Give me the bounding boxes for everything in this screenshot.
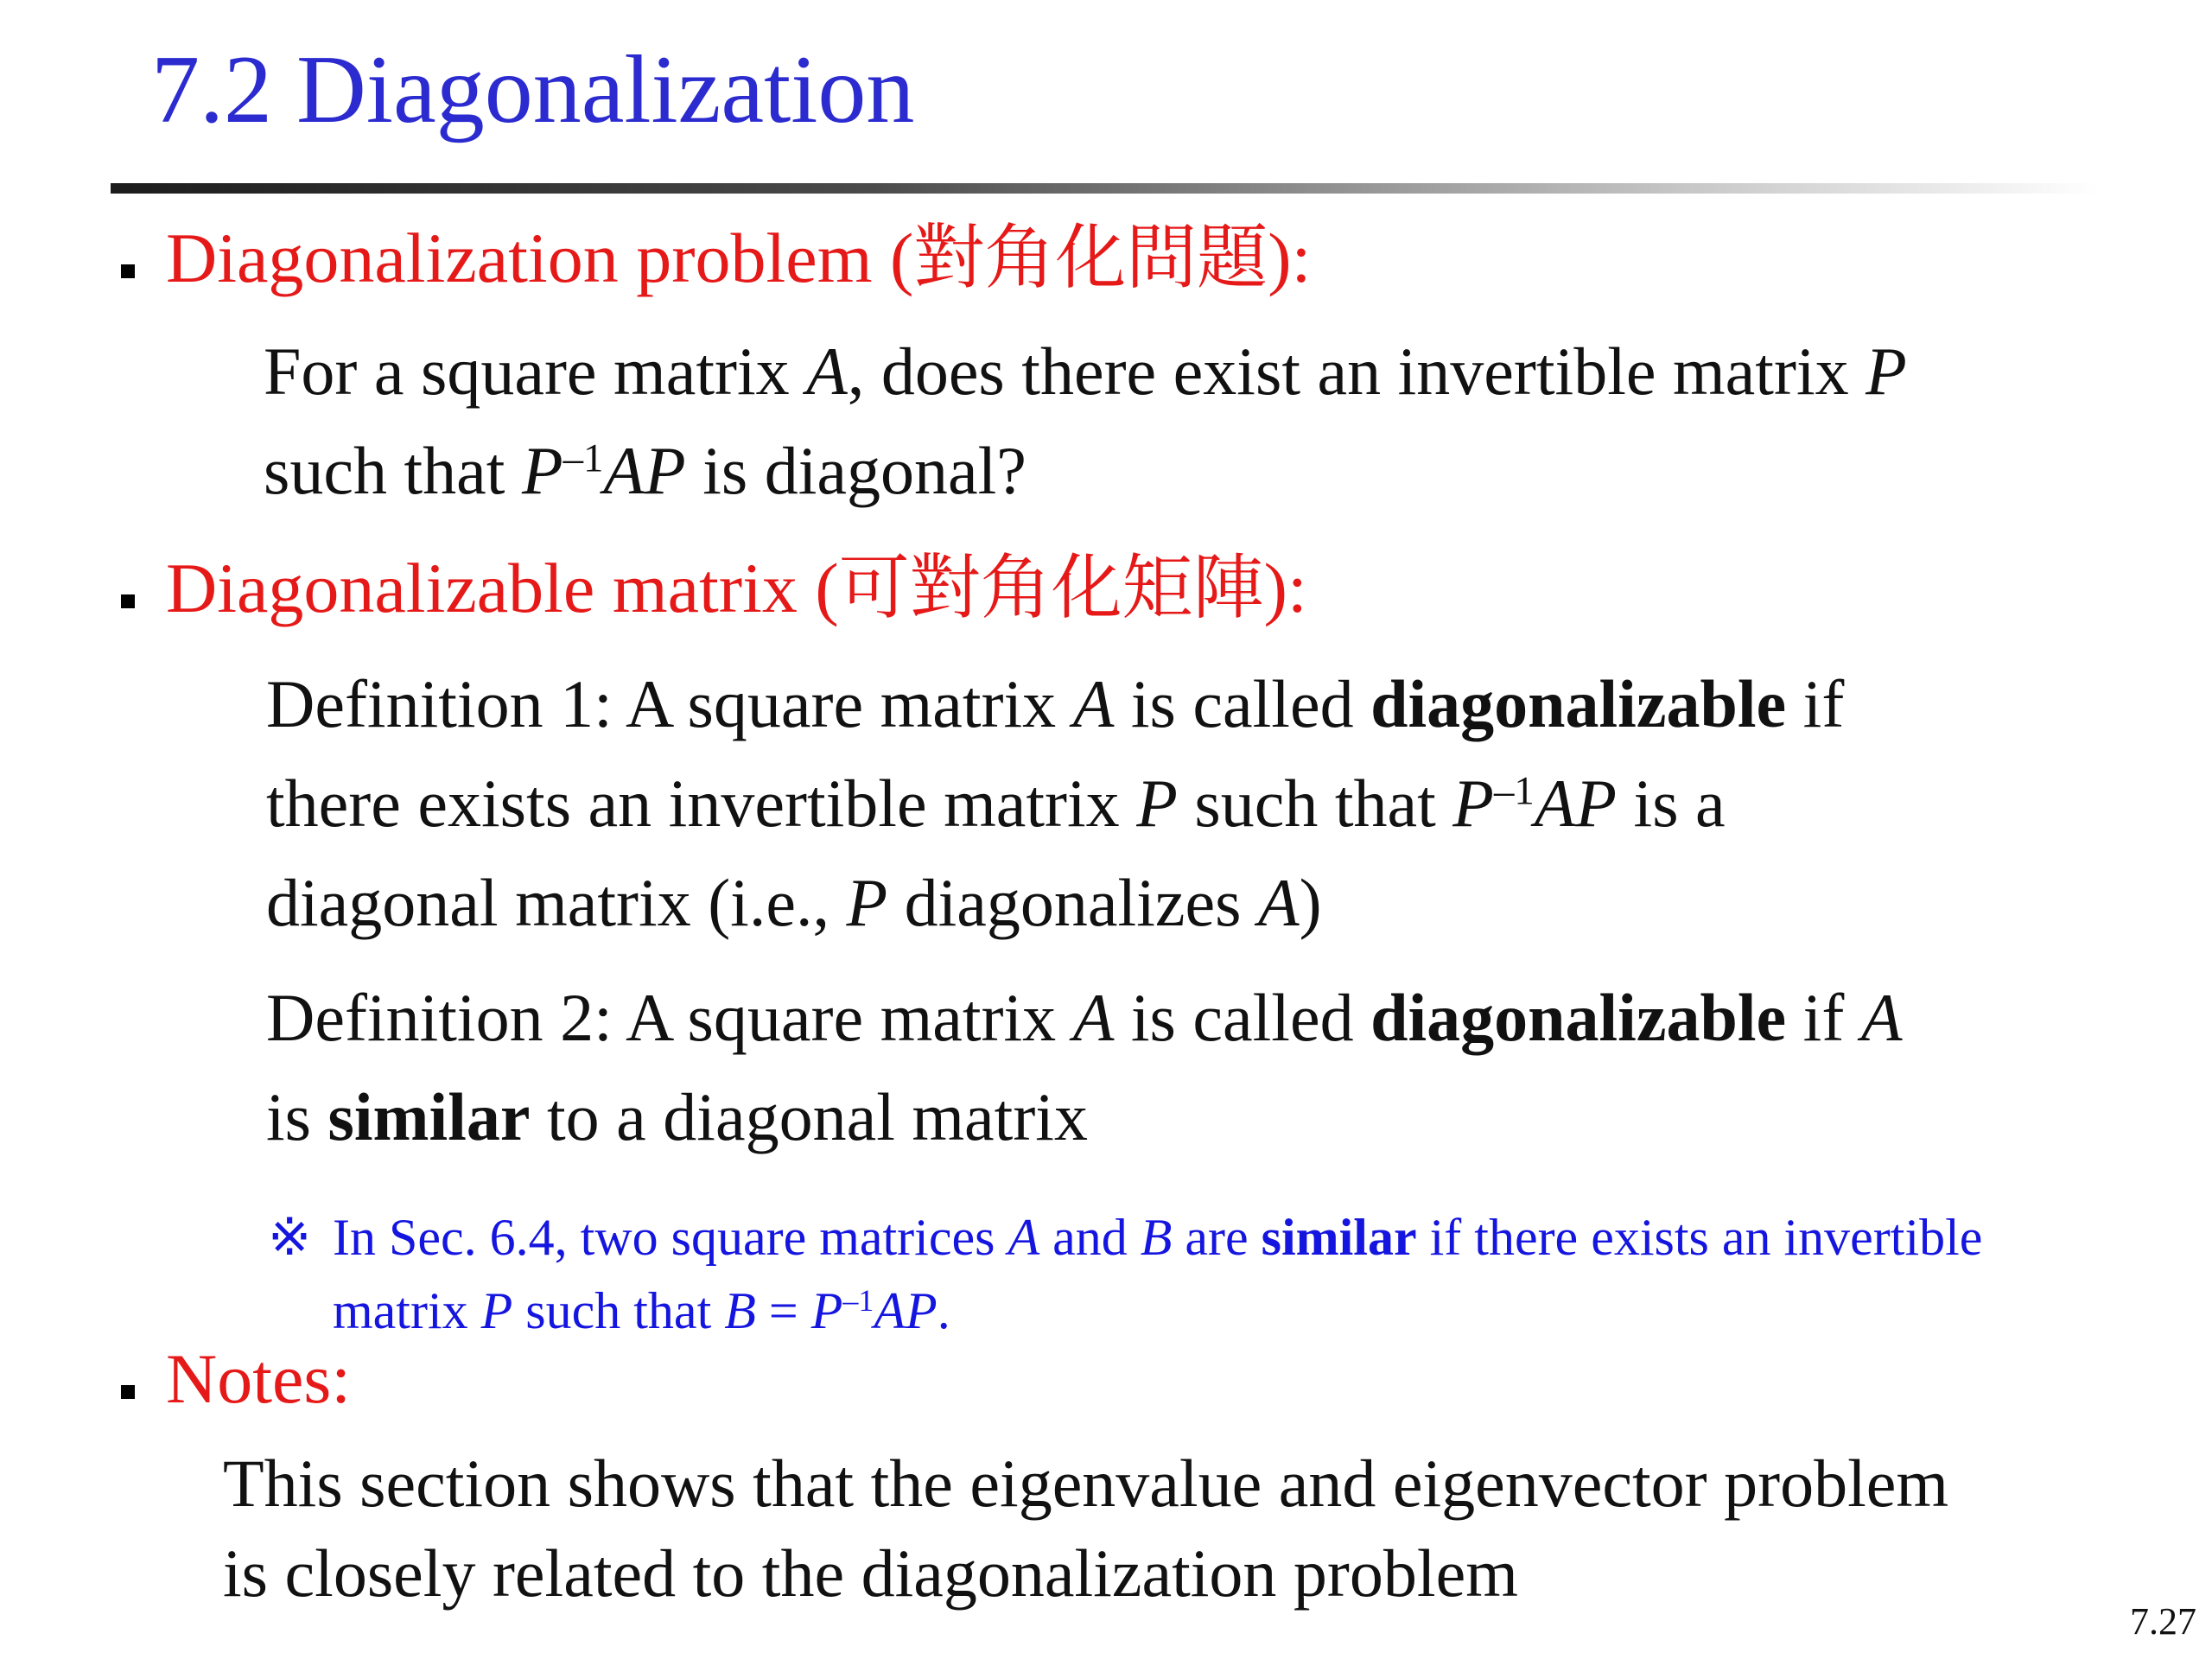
definition-1-line-1: Definition 1: A square matrix A is called diagonalizable if [266,666,1845,741]
bullet-square-icon [121,264,135,278]
notes-line-2: is closely related to the diagonalization problem [223,1535,1518,1611]
definition-1-line-2: there exists an invertible matrix P such that $P^{-1}AP$ is a [266,766,1726,841]
notes-text [223,1439,1948,1618]
problem-line-1: For a square matrix A, does there exist an invertible matrix P [264,334,1907,409]
title-rule [111,183,2098,194]
bullet-heading: Notes: [166,1339,352,1418]
similarity-note [268,1201,1983,1348]
definition-2 [266,968,1902,1166]
definition-1 [266,654,1844,952]
definition-2-line-2: is similar to a diagonal matrix [266,1079,1088,1154]
notes-line-1: This section shows that the eigenvalue and eigenvector problem [223,1446,1949,1521]
bullet-heading: Diagonalizable matrix (可對角化矩陣): [166,549,1307,627]
problem-line-2: such that $P^{-1}AP$ is diagonal? [264,433,1027,508]
definition-2-line-1: Definition 2: A square matrix A is called diagonalizable if A [266,980,1903,1055]
problem-text [264,321,1907,520]
note-line-1: In Sec. 6.4, two square matrices A and B are similar if there exists an invertible [333,1209,1983,1266]
bullet-heading: Diagonalization problem (對角化問題): [166,219,1312,297]
note-line-2: matrix P such that $B = P^{-1}AP$. [333,1282,950,1339]
page-number: 7.27 [2130,1600,2196,1643]
bullet-square-icon [121,594,135,608]
bullet-square-icon [121,1385,135,1399]
reference-mark-icon: ※ [268,1209,312,1266]
slide-title: 7.2 Diagonalization [151,36,915,143]
definition-1-line-3: diagonal matrix (i.e., P diagonalizes A) [266,865,1322,940]
